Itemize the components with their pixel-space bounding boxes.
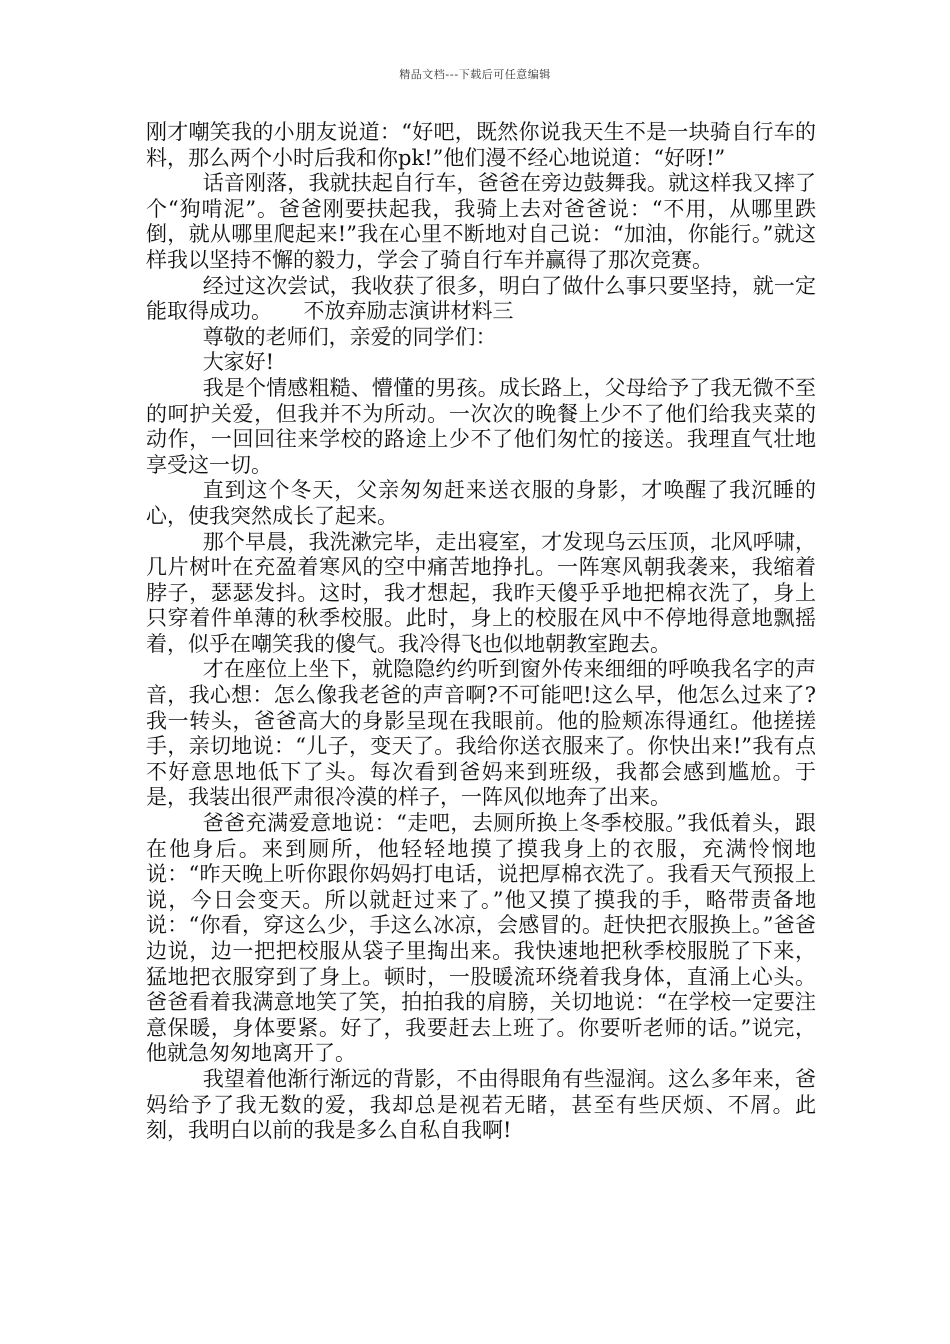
paragraph: 才在座位上坐下，就隐隐约约听到窗外传来细细的呼唤我名字的声音，我心想：怎么像我老爸的声音啊?不可能吧!这么早，他怎么过来了?我一转头，爸爸高大的身影呈现在我眼前。他的脸颊冻得通红。他搓搓手，亲切地说：“儿子，变天了。我给你送衣服来了。你快出来!”我有点不好意思地低下了头。每次看到爸妈来到班级，我都会感到尴尬。于是，我装出很严肃很冷漠的样子，一阵风似地奔了出来。 (146, 657, 816, 810)
paragraph: 话音刚落，我就扶起自行车，爸爸在旁边鼓舞我。就这样我又摔了个“狗啃泥”。爸爸刚要扶起我，我骑上去对爸爸说：“不用，从哪里跌倒，就从哪里爬起来!”我在心里不断地对自己说：“加油，你能行。”就这样我以坚持不懈的毅力，学会了骑自行车并赢得了那次竞赛。 (146, 171, 816, 272)
greeting: 大家好! (202, 350, 275, 375)
page-header: 精品文档---下载后可任意编辑 (399, 68, 551, 81)
paragraph: 爸爸充满爱意地说：“走吧，去厕所换上冬季校服。”我低着头，跟在他身后。来到厕所，他轻轻地摸了摸我身上的衣服，充满怜悯地说：“昨天晚上听你跟你妈妈打电话，说把厚棉衣洗了。我看天气预报上说，今日会变天。所以就赶过来了。”他又摸了摸我的手，略带责备地说：“你看，穿这么少，手这么冰凉，会感冒的。赶快把衣服换上。”爸爸边说，边一把把校服从袋子里掏出来。我快速地把秋季校服脱了下来，猛地把衣服穿到了身上。顿时，一股暖流环绕着我身体，直涌上心头。爸爸看着我满意地笑了笑，拍拍我的肩膀，关切地说：“在学校一定要注意保暖，身体要紧。好了，我要赶去上班了。你要听老师的话。”说完，他就急匆匆地离开了。 (146, 811, 816, 1066)
paragraph: 直到这个冬天，父亲匆匆赶来送衣服的身影，才唤醒了我沉睡的心，使我突然成长了起来。 (146, 478, 816, 528)
paragraph: 我望着他渐行渐远的背影，不由得眼角有些湿润。这么多年来，爸妈给予了我无数的爱，我却总是视若无睹，甚至有些厌烦、不屑。此刻，我明白以前的我是多么自私自我啊! (146, 1066, 816, 1143)
paragraph: 经过这次尝试，我收获了很多，明白了做什么事只要坚持，就一定能取得成功。 不放弃励志演讲材料三 (146, 273, 816, 324)
document-body (146, 120, 816, 1144)
salutation: 尊敬的老师们，亲爱的同学们： (202, 324, 497, 349)
paragraph: 那个早晨，我洗漱完毕，走出寝室，才发现乌云压顶，北风呼啸，几片树叶在充盈着寒风的空中痛苦地挣扎。一阵寒风朝我袭来，我缩着脖子，瑟瑟发抖。这时，我才想起，我昨天傻乎乎地把棉衣洗了，身上只穿着件单薄的秋季校服。此时，身上的校服在风中不停地得意地飘摇着，似乎在嘲笑我的傻气。我冷得飞也似地朝教室跑去。 (146, 529, 816, 656)
paragraph: 我是个情感粗糙、懵懂的男孩。成长路上，父母给予了我无微不至的呵护关爱，但我并不为所动。一次次的晚餐上少不了他们给我夹菜的动作，一回回往来学校的路途上少不了他们匆忙的接送。我理直气壮地享受这一切。 (146, 375, 816, 477)
paragraph: 刚才嘲笑我的小朋友说道：“好吧，既然你说我天生不是一块骑自行车的料，那么两个小时后我和你pk!”他们漫不经心地说道：“好呀!” (146, 120, 816, 170)
